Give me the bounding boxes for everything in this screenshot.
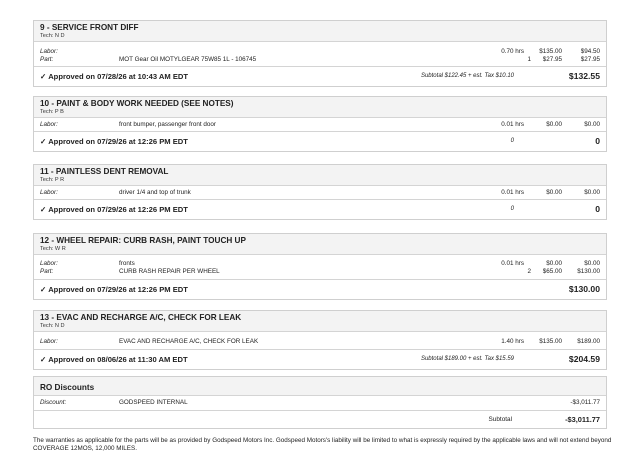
discount-amount: -$3,011.77 [570,399,600,406]
discount-row [40,399,600,407]
job-tech: Tech: W R [40,246,66,252]
line-total: $189.00 [577,338,600,345]
approval-text: Approved on 08/06/26 at 11:30 AM EDT [48,355,188,364]
approval-status [40,72,188,81]
job-header [34,311,606,332]
job-card-12 [33,233,607,300]
line-qty: 0.01 hrs [501,121,524,128]
line-qty: 0.01 hrs [501,260,524,267]
approval-text: Approved on 07/29/26 at 12:26 PM EDT [48,205,188,214]
job-footer [34,67,606,86]
job-title: 10 - PAINT & BODY WORK NEEDED (SEE NOTES) [40,99,234,108]
approval-text: Approved on 07/28/26 at 10:43 AM EDT [48,72,189,81]
line-type: Part: [40,56,54,63]
line-rate: $0.00 [546,121,562,128]
approval-status [40,137,188,146]
line-type: Labor: [40,48,58,55]
job-total: $132.55 [568,71,600,81]
line-qty: 2 [527,268,531,275]
line-type: Labor: [40,121,58,128]
ro-discounts-card [33,376,607,429]
line-item [40,56,600,64]
job-card-13 [33,310,607,370]
job-total: 0 [595,204,600,214]
job-card-9 [33,20,607,87]
discounts-footer [34,411,606,428]
line-item [40,268,600,276]
discounts-title: RO Discounts [40,383,95,392]
subtotal-info: Subtotal $189.00 + est. Tax $15.59 [420,356,514,362]
discount-desc: GODSPEED INTERNAL [119,399,188,406]
line-type: Labor: [40,260,58,267]
job-tech: Tech: P B [40,109,64,115]
approval-status [40,205,188,214]
job-footer [34,200,606,219]
approval-status [40,355,188,364]
job-lines [34,186,606,200]
job-title: 12 - WHEEL REPAIR: CURB RASH, PAINT TOUCH UP [40,236,246,245]
line-rate: $27.95 [542,56,562,63]
job-footer [34,132,606,151]
discount-type: Discount: [40,399,67,406]
check-icon: ✓ [40,72,47,81]
line-item [40,189,600,197]
line-total: $130.00 [577,268,600,275]
line-total: $27.95 [580,56,600,63]
check-icon: ✓ [40,285,47,294]
line-rate: $65.00 [542,268,562,275]
job-total: $204.59 [568,354,600,364]
line-rate: $0.00 [546,189,562,196]
job-tech: Tech: N D [40,323,65,329]
line-total: $94.50 [580,48,600,55]
line-qty: 1.40 hrs [501,338,524,345]
line-type: Part: [40,268,54,275]
job-title: 9 - SERVICE FRONT DIFF [40,23,139,32]
job-card-10 [33,96,607,152]
subtotal-info: Subtotal $122.45 + est. Tax $10.10 [420,73,514,79]
discount-subtotal: -$3,011.77 [565,415,600,424]
line-desc: driver 1/4 and top of trunk [119,189,191,196]
line-total: $0.00 [584,121,600,128]
line-rate: $135.00 [539,338,562,345]
job-lines [34,255,606,280]
line-qty: 1 [527,56,531,63]
line-qty: 0.01 hrs [501,189,524,196]
line-qty: 0.70 hrs [501,48,524,55]
job-lines [34,118,606,132]
job-footer [34,350,606,369]
line-desc: CURB RASH REPAIR PER WHEEL [119,268,220,275]
job-total: $130.00 [568,284,600,294]
job-tech: Tech: P R [40,177,65,183]
line-desc: front bumper, passenger front door [119,121,216,128]
line-rate: $135.00 [539,48,562,55]
job-lines [34,42,606,67]
line-desc: MOT Gear Oil MOTYLGEAR 75W85 1L - 106745 [119,56,257,63]
subtotal-label: Subtotal [488,416,512,423]
check-icon: ✓ [40,205,47,214]
line-type: Labor: [40,338,58,345]
job-lines [34,332,606,350]
line-rate: $0.00 [546,260,562,267]
check-icon: ✓ [40,137,47,146]
line-type: Labor: [40,189,58,196]
job-header [34,21,606,42]
job-total: 0 [595,136,600,146]
job-tech: Tech: N D [40,33,65,39]
line-item [40,338,600,346]
line-total: $0.00 [584,260,600,267]
line-item [40,48,600,56]
job-title: 11 - PAINTLESS DENT REMOVAL [40,167,169,176]
check-icon: ✓ [40,355,47,364]
approval-text: Approved on 07/29/26 at 12:26 PM EDT [48,137,188,146]
job-title: 13 - EVAC AND RECHARGE A/C, CHECK FOR LEAK [40,313,242,322]
discount-lines [34,396,606,411]
approval-status [40,285,188,294]
warranty-note: The warranties as applicable for the parts will be as provided by Godspeed Motors Inc. Godspeed Motors's liability will be limited to what is expressly required by the applicable laws and will not extend beyond COVERAGE 12MOS, 12,000 MILES. [33,437,612,453]
job-header [34,234,606,255]
line-desc: EVAC AND RECHARGE A/C, CHECK FOR LEAK [119,338,259,345]
line-item [40,121,600,129]
job-header [34,165,606,186]
discounts-header [34,377,606,396]
line-desc: fronts [119,260,135,267]
line-item [40,260,600,268]
approval-text: Approved on 07/29/26 at 12:26 PM EDT [48,285,188,294]
job-card-11 [33,164,607,220]
subtotal-info: 0 [510,138,514,144]
job-footer [34,280,606,299]
subtotal-info: 0 [510,206,514,212]
line-total: $0.00 [584,189,600,196]
job-header [34,97,606,118]
